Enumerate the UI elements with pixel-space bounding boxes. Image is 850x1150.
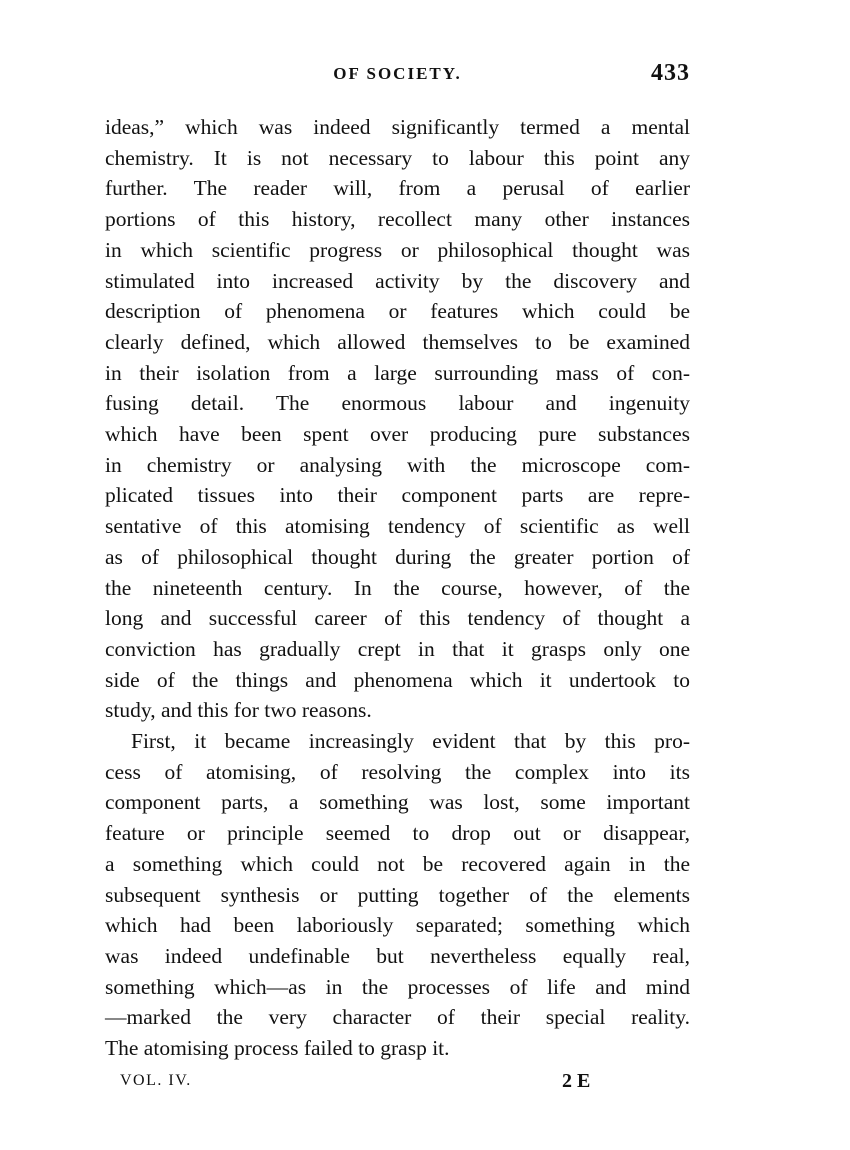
paragraph-1	[105, 112, 690, 726]
text-line: further. The reader will, from a perusal of earlier	[105, 176, 690, 201]
text-line: ideas,” which was indeed significantly termed a mental	[105, 115, 690, 139]
running-head	[105, 60, 690, 94]
text-line: a something which could not be recovered again in the	[105, 851, 690, 876]
text-line: which had been laboriously separated; something which	[105, 913, 690, 938]
text-line: as of philosophical thought during the greater portion of	[105, 544, 690, 569]
text-line: fusing detail. The enormous labour and ingenuity	[105, 391, 690, 416]
text-line: long and successful career of this tendency of thought a	[105, 606, 690, 631]
text-line: —marked the very character of their special reality.	[105, 1005, 690, 1030]
text-line: something which—as in the processes of life and mind	[105, 974, 690, 999]
text-line: the nineteenth century. In the course, however, of the	[105, 575, 690, 600]
text-line: stimulated into increased activity by the discovery and	[105, 268, 690, 293]
text-line: portions of this history, recollect many other instances	[105, 207, 690, 232]
text-line: sentative of this atomising tendency of scientific as well	[105, 514, 690, 539]
text-line: was indeed undefinable but nevertheless equally real,	[105, 943, 690, 968]
text-line: subsequent synthesis or putting together of the elements	[105, 882, 690, 907]
text-line: in their isolation from a large surrounding mass of con-	[105, 360, 690, 385]
text-line: side of the things and phenomena which it undertook to	[105, 667, 690, 692]
text-line: chemistry. It is not necessary to labour this point any	[105, 145, 690, 170]
text-line: component parts, a something was lost, some important	[105, 790, 690, 815]
text-line: First, it became increasingly evident that by this pro-	[131, 729, 690, 754]
text-line: description of phenomena or features which could be	[105, 299, 690, 324]
text-line: clearly defined, which allowed themselves to be examined	[105, 329, 690, 354]
page-number: 433	[651, 60, 690, 86]
page-footer	[120, 1070, 600, 1096]
text-line: in chemistry or analysing with the microscope com-	[105, 452, 690, 477]
text-line: conviction has gradually crept in that it grasps only one	[105, 636, 690, 661]
text-line: cess of atomising, of resolving the complex into its	[105, 759, 690, 784]
text-line: which have been spent over producing pure substances	[105, 422, 690, 447]
text-line: The atomising process failed to grasp it.	[105, 1036, 450, 1061]
body-text	[105, 112, 690, 1064]
text-line: feature or principle seemed to drop out or disappear,	[105, 821, 690, 846]
signature-mark: 2 E	[562, 1070, 591, 1092]
text-line: plicated tissues into their component parts are repre-	[105, 483, 690, 508]
text-line: in which scientific progress or philosophical thought was	[105, 237, 690, 262]
volume-label: VOL. IV.	[120, 1072, 192, 1089]
text-line: study, and this for two reasons.	[105, 698, 372, 723]
paragraph-2	[105, 726, 690, 1064]
running-title: OF SOCIETY.	[333, 64, 462, 83]
